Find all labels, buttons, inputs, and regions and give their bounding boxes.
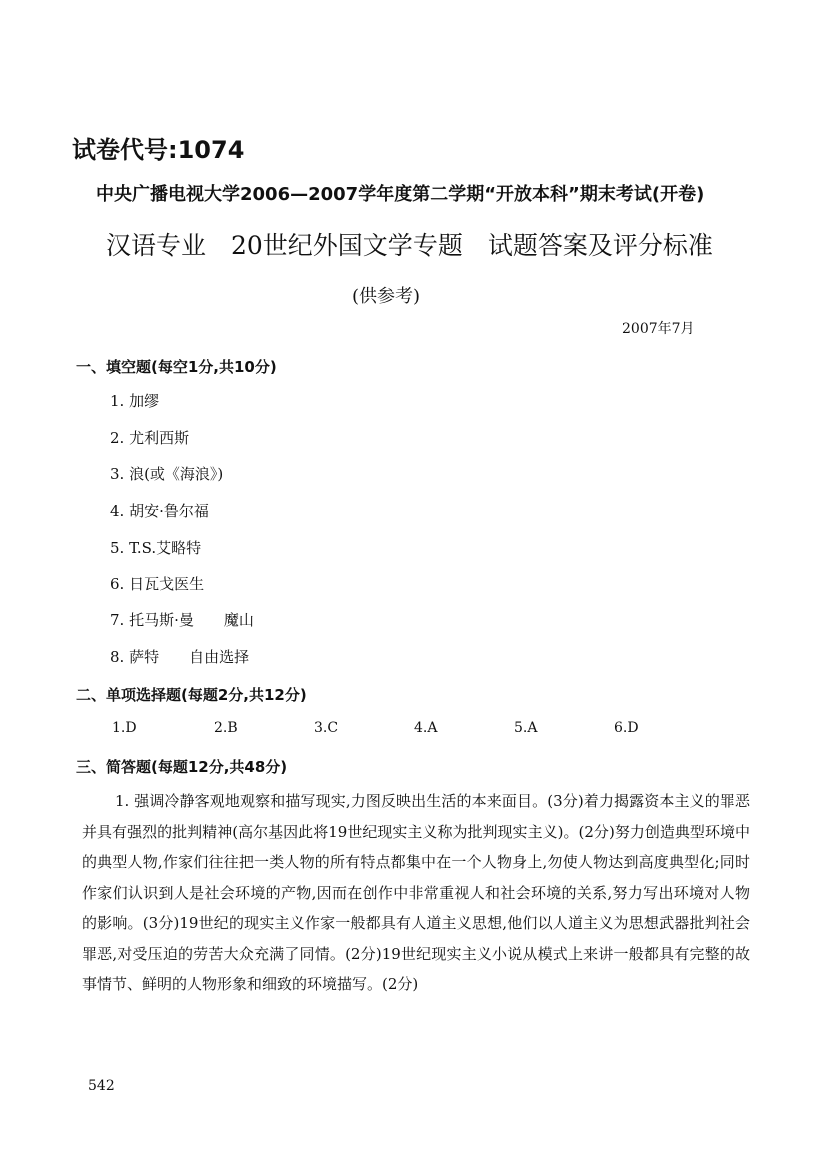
reference-note: (供参考) <box>352 286 421 307</box>
exam-date: 2007年7月 <box>622 321 695 337</box>
fill-blank-answer: 5. T.S.艾略特 <box>110 539 202 557</box>
document-title: 汉语专业 20世纪外国文学专题 试题答案及评分标准 <box>106 231 713 260</box>
paper-code: 试卷代号:1074 <box>72 136 245 164</box>
page-number: 542 <box>88 1078 115 1094</box>
fill-blank-answer: 1. 加缪 <box>110 392 160 410</box>
fill-blank-answer: 2. 尤利西斯 <box>110 429 190 447</box>
section-multiple-choice-heading: 二、单项选择题(每题2分,共12分) <box>76 686 307 704</box>
multiple-choice-answer: 6.D <box>614 720 639 736</box>
university-line: 中央广播电视大学2006—2007学年度第二学期“开放本科”期末考试(开卷) <box>96 184 705 205</box>
section-fill-blank-heading: 一、填空题(每空1分,共10分) <box>76 358 277 376</box>
fill-blank-answer: 4. 胡安·鲁尔福 <box>110 502 209 520</box>
short-answer-paragraph <box>82 786 750 1000</box>
multiple-choice-answer: 1.D <box>112 720 137 736</box>
fill-blank-answer: 3. 浪(或《海浪》) <box>110 465 224 483</box>
multiple-choice-answer: 2.B <box>214 720 238 736</box>
fill-blank-answer: 7. 托马斯·曼 魔山 <box>110 611 254 629</box>
multiple-choice-answer: 3.C <box>314 720 339 736</box>
fill-blank-answer: 8. 萨特 自由选择 <box>110 648 250 666</box>
short-answer-text: 1. 强调冷静客观地观察和描写现实,力图反映出生活的本来面目。(3分)着力揭露资本主义的罪恶并具有强烈的批判精神(高尔基因此将19世纪现实主义称为批判现实主义)。(2分)努力创造典型环境中的典型人物,作家们往往把一类人物的所有特点都集中在一个人物身上,勿使人物达到高度典型化;同时作家们认识到人是社会环境的产物,因而在创作中非常重视人和社会环境的关系,努力写出环境对人物的影响。(3分)19世纪的现实主义作家一般都具有人道主义思想,他们以人道主义为思想武器批判社会罪恶,对受压迫的劳苦大众充满了同情。(2分)19世纪现实主义小说从模式上来讲一般都具有完整的故事情节、鲜明的人物形象和细致的环境描写。(2分) <box>82 792 750 993</box>
multiple-choice-answer: 4.A <box>414 720 438 736</box>
fill-blank-answer: 6. 日瓦戈医生 <box>110 575 205 593</box>
multiple-choice-answer: 5.A <box>514 720 538 736</box>
section-short-answer-heading: 三、简答题(每题12分,共48分) <box>76 758 288 776</box>
